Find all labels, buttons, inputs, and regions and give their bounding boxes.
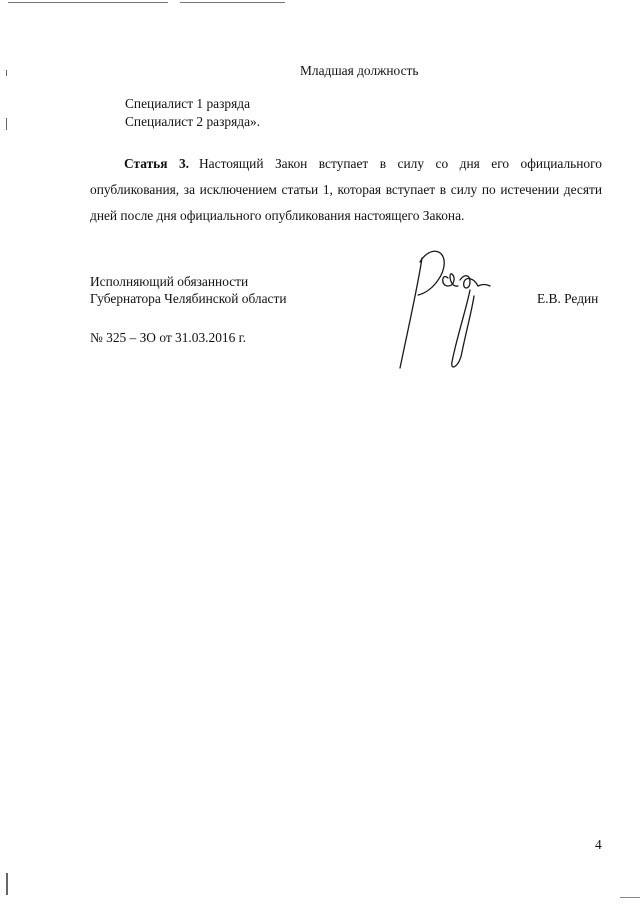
article-paragraph bbox=[90, 151, 602, 229]
signer-title-line-1: Исполняющий обязанности bbox=[90, 274, 249, 289]
scan-artifact-top-left bbox=[8, 2, 168, 3]
law-number: № 325 – ЗО от 31.03.2016 г. bbox=[90, 330, 246, 345]
scan-artifact-bottom-right bbox=[620, 897, 640, 898]
article-text: Настоящий Закон вступает в силу со дня его официального опубликования, за исключением статьи 1, которая вступает в силу по истечении десяти дней после дня официального опубликования настоящего Закона. bbox=[90, 156, 602, 223]
signer-name: Е.В. Редин bbox=[537, 291, 599, 306]
category-heading: Младшая должность bbox=[300, 63, 419, 78]
scan-artifact-left-2 bbox=[6, 118, 7, 130]
scan-artifact-left-1 bbox=[6, 70, 7, 76]
position-item: Специалист 1 разряда bbox=[125, 96, 251, 111]
position-item: Специалист 2 разряда». bbox=[125, 114, 261, 129]
scan-artifact-left-3 bbox=[6, 873, 8, 895]
handwritten-signature bbox=[390, 240, 520, 375]
scan-artifact-top-right bbox=[180, 2, 285, 3]
signer-title-line-2: Губернатора Челябинской области bbox=[90, 291, 287, 306]
page-number: 4 bbox=[595, 837, 602, 852]
article-label: Статья 3. bbox=[124, 156, 190, 171]
